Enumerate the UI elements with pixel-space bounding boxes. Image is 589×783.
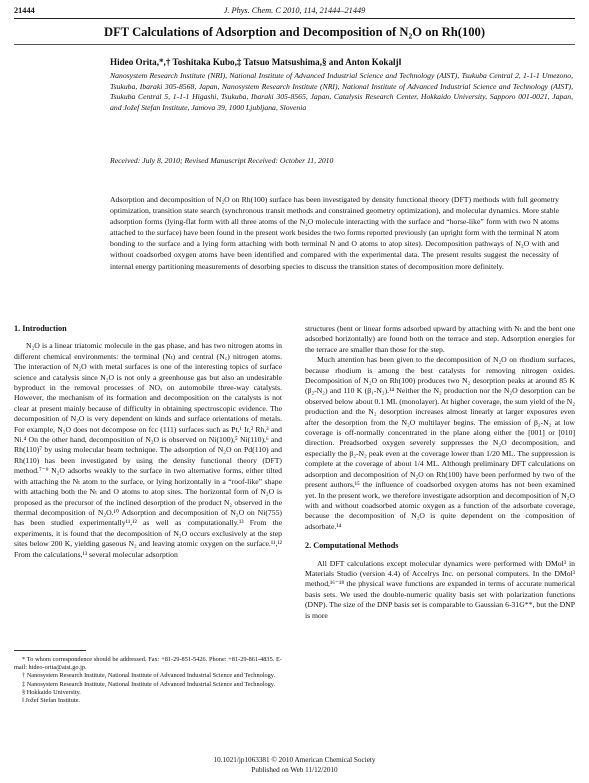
footnote-affiliation-3: § Hokkaido University.: [22, 688, 81, 696]
introduction-paragraph: N₂O is a linear triatomic molecule in the gas phase, and has two nitrogen atoms in different chemical environments: the terminal (Nₜ) and central (N꜀) nitrogen atoms. The interaction of N₂O with metal surfaces is one of the interesting topics of surface science and catalysis since N₂O is not only a greenhouse gas but also an undesirable byproduct in the removal processes of NOₓ on automobile three-way catalysts. However, the mechanism of its formation and decomposition on the catalysts is not clear at present mainly because of difficulty in obtaining spectroscopic evidence. The decomposition of N₂O is very dependent on kinds and surface orientations of metals. For example, N₂O does not decompose on fcc (111) surfaces such as Pt,¹ Ir,² Rh,³ and Ni.⁴ On the other hand, decomposition of N₂O is observed on Ni(100),⁵ Ni(110),⁶ and Rh(110)⁷ by using molecular beam technique. The adsorption of N₂O on Pd(110) and Rh(110) has been investigated by using the density functional theory (DFT) method.⁷⁻⁹ N₂O adsorbs weakly to the surface in two alternative forms, either tilted with attaching the Nₜ atom to the surface, or lying horizontally in a “roof-like” shape with attaching both the Nₜ and O atoms to atop sites. The horizontal form of N₂O is proposed as the precursor of the inclined desorption of the product N₂ observed in the thermal decomposition of N₂O.¹⁰ Adsorption and decomposition of N₂O on Ni(755) has been studied experimentally¹¹,¹² as well as computationally.¹³ From the experiments, it is found that the decomposition of N₂O occurs exclusively at the step sites below 200 K, yielding gaseous N₂ and leaving atomic oxygen on the surface.¹¹,¹² From the calculations,¹³ several molecular adsorption: [14, 341, 282, 559]
footnotes: [14, 656, 282, 705]
footnote-affiliation-1: † Nanosystem Research Institute, National Institute of Advanced Industrial Science and Technology.: [22, 672, 276, 680]
footnote-affiliation-2: ‡ Nanosystem Research Institute, National Institute of Advanced Industrial Science and Technology.: [22, 680, 276, 688]
footnote-affiliation-4: ‖ Jožef Stefan Institute.: [22, 697, 81, 705]
page-number: 21444: [14, 6, 35, 15]
header-divider: [14, 18, 575, 19]
section-heading-methods: 2. Computational Methods: [305, 541, 399, 551]
right-column: [305, 324, 575, 621]
introduction-paragraph-2: Much attention has been given to the decomposition of N₂O on rhodium surfaces, because rhodium is among the best catalysts for removing nitrogen oxides. Decomposition of N₂O on Rh(100) produces two N₂ desorption peaks at around 85 K (β₂-N₂) and 110 K (β₁-N₂).¹⁴ Neither the N₂ production nor the N₂O desorption can be observed below about 0.1 ML (monolayer). At higher coverage, the sum yield of the N₂ production and the N₂ desorption increases almost linearly at larger exposures even after the desorption from the N₂O multilayer begins. The emission of β₂-N₂ at low coverage is off-normally concentrated in the plane along either the [001] or [010] direction. Preadsorbed oxygen severely suppresses the N₂O decomposition, and especially the β₂-N₂ peak even at the coverage lower than 1/20 ML. The suppression is complete at the coverage of about 1/4 ML. Although preliminary DFT calculations on adsorption and decomposition of N₂O on Rh(100) have been performed by two of the present authors,¹⁵ the influence of coadsorbed oxygen atoms has not been examined yet. In the present work, we therefore investigate adsorption and decomposition of N₂O with and without coadsorbed atomic oxygen as a function of the adsorbate coverage, because the decomposition of N₂O is quite dependent on the composition of adsorbate.¹⁴: [305, 355, 575, 531]
page-footer: [0, 756, 589, 775]
affiliations: Nanosystem Research Institute (NRI), National Institute of Advanced Industrial Science and Technology (AIST), Tsukuba Central 2, 1-1-1 Umezono, Tsukuba, Ibaraki 305-8568, Japan, Nanosystem Research Institute (NRI), National Institute of Advanced Industrial Science and Technology (AIST), Tsukuba Central 5, 1-1-1 Higashi, Tsukuba, Ibaraki 305-8565, Japan, Catalysis Research Center, Hokkaido University, Sapporo 001-0021, Japan, and Jožef Stefan Institute, Jamova 39, 1000 Ljubljana, Slovenia: [110, 71, 573, 112]
abstract: Adsorption and decomposition of N₂O on Rh(100) surface has been investigated by density functional theory (DFT) methods with full geometry optimization, transition state search (synchronous transit methods and constrained geometry optimization), and molecular dynamics. More stable adsorption forms (lying-flat form with all three atoms of the N₂O molecule interacting with the surface and “horse-like” form with two N atoms attached to the surface) have been found in the present work besides the two forms reported previously (an upright form with the terminal N atom bonding to the surface and a lying form attaching with both terminal N and O atoms to atop sites). Decomposition pathways of N₂O with and without coadsorbed oxygen atoms have been identified and compared with the experimental data. The present results suggest the necessity of internal energy partitioning measurements of desorbing species to discuss the transition states of decomposition more definitely.: [110, 195, 559, 271]
author-list: Hideo Orita,*,† Toshitaka Kubo,‡ Tatsuo Matsushima,§ and Anton Kokalj‖: [110, 57, 402, 67]
section-heading-introduction: 1. Introduction: [14, 324, 67, 333]
left-column: [14, 324, 282, 560]
introduction-paragraph-continued: structures (bent or linear forms adsorbed upward by attaching with Nₜ and the bent one adsorbed horizontally) are found both on the terrace and step. Adsorption energies for the terrace are smaller than those for the step.: [305, 324, 575, 354]
methods-paragraph: All DFT calculations except molecular dynamics were performed with DMol³ in Materials Studio (version 4.4) of Accelrys Inc. on personal computers. In the DMol³ method,¹⁶⁻¹⁸ the physical wave functions are expanded in terms of accurate numerical basis sets. We used the double-numeric quality basis set with polarization functions (DNP). The size of the DNP basis set is comparable to Gaussian 6-31G**, but the DNP is more: [305, 558, 575, 620]
journal-citation: J. Phys. Chem. C 2010, 114, 21444–21449: [223, 6, 366, 15]
publication-date: Published on Web 11/12/2010: [251, 765, 338, 774]
footnote-correspondence: * To whom correspondence should be addressed. Fax: +81-29-851-5426. Phone: +81-29-861-4835. E-mail: hideo-orita@aist.go.jp.: [14, 656, 282, 672]
doi-copyright: 10.1021/jp1063381 © 2010 American Chemical Society: [213, 756, 376, 764]
article-title: DFT Calculations of Adsorption and Decomposition of N₂O on Rh(100): [103, 25, 486, 39]
footnote-divider: [14, 650, 86, 651]
received-dates: Received: July 8, 2010; Revised Manuscript Received: October 11, 2010: [110, 156, 334, 165]
title-divider: [14, 44, 575, 45]
